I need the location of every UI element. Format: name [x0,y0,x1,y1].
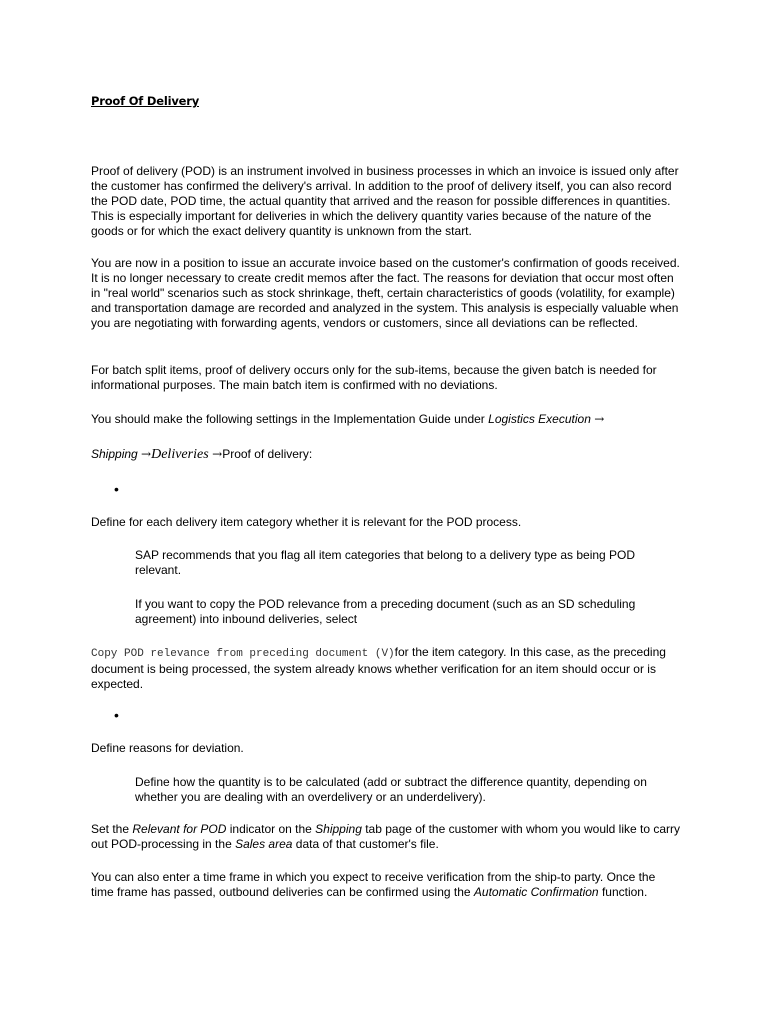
paragraph-time-frame [91,870,681,900]
relevant-for-pod-text: Relevant for POD [132,822,227,836]
text-run: Set the [91,822,133,836]
paragraph-quantity-calc: Define how the quantity is to be calculated (add or subtract the difference quantity, depending on whether you are dealing with an overdelivery or an underdelivery). [135,775,647,804]
paragraph-pod-intro: Proof of delivery (POD) is an instrument involved in business processes in which an invoice is issued only after the customer has confirmed the delivery's arrival. In addition to the proof of delivery itself, you can also record the POD date, POD time, the actual quantity that arrived and the reason for possible differences in quantities. This is especially important for deliveries in which the delivery quantity varies because of the nature of the goods or for which the exact delivery quantity is unknown from the start. [91,164,679,238]
paragraph-copy-relevance: If you want to copy the POD relevance from a preceding document (such as an SD scheduling agreement) into inbound deliveries, select [135,597,636,626]
text-run: You can also enter a time frame in which you expect to receive verification from the ship-to party. Once the time frame has passed, outbound deliveries can be confirmed using the [91,870,656,899]
deliveries-path-text: Deliveries [151,447,213,462]
code-setting-description: for the item category. In this case, as the preceding document is being processed, the system already knows whether verification for an item should occur or is expected. [91,645,666,691]
logistics-execution-link: Logistics Execution [488,412,591,426]
arrow-icon: → [212,447,223,461]
text-run: tab page of the customer with whom you would like to carry out POD-processing in the [91,822,681,851]
text-run: data of that customer's file. [292,837,439,851]
paragraph-code-setting [91,645,681,692]
settings-intro-text: You should make the following settings in the Implementation Guide under [91,412,489,426]
arrow-icon: → [141,447,152,461]
sales-area-text: Sales area [235,837,293,851]
bullet-icon: • [114,481,119,497]
paragraph-settings-intro [91,412,681,427]
page-title: Proof Of Delivery [91,94,199,108]
shipping-path-text: Shipping [91,447,142,461]
pod-path-text: Proof of delivery: [222,447,313,461]
paragraph-sap-recommends: SAP recommends that you flag all item categories that belong to a delivery type as being POD relevant. [135,548,636,577]
shipping-tab-text: Shipping [315,822,362,836]
paragraph-menu-path [91,447,681,462]
automatic-confirmation-text: Automatic Confirmation [473,885,599,899]
paragraph-batch-split: For batch split items, proof of delivery occurs only for the sub-items, because the given batch is needed for informational purposes. The main batch item is confirmed with no deviations. [91,363,657,392]
paragraph-define-reasons: Define reasons for deviation. [91,741,244,755]
arrow-icon: → [594,412,605,426]
text-run: indicator on the [226,822,316,836]
paragraph-define-category: Define for each delivery item category whether it is relevant for the POD process. [91,515,522,529]
paragraph-relevant-for-pod [91,822,681,852]
paragraph-accurate-invoice: You are now in a position to issue an accurate invoice based on the customer's confirmation of goods received. It is no longer necessary to create credit memos after the fact. The reasons for deviation that occur most often in "real world" scenarios such as stock shrinkage, theft, certain characteristics of goods (volatility, for example) and transportation damage are recorded and analyzed in the system. This analysis is especially valuable when you are negotiating with forwarding agents, vendors or customers, since all deviations can be reflected. [91,256,680,330]
text-run: function. [598,885,648,899]
code-setting-text: Copy POD relevance from preceding document (V) [91,648,395,660]
bullet-icon: • [114,707,119,723]
